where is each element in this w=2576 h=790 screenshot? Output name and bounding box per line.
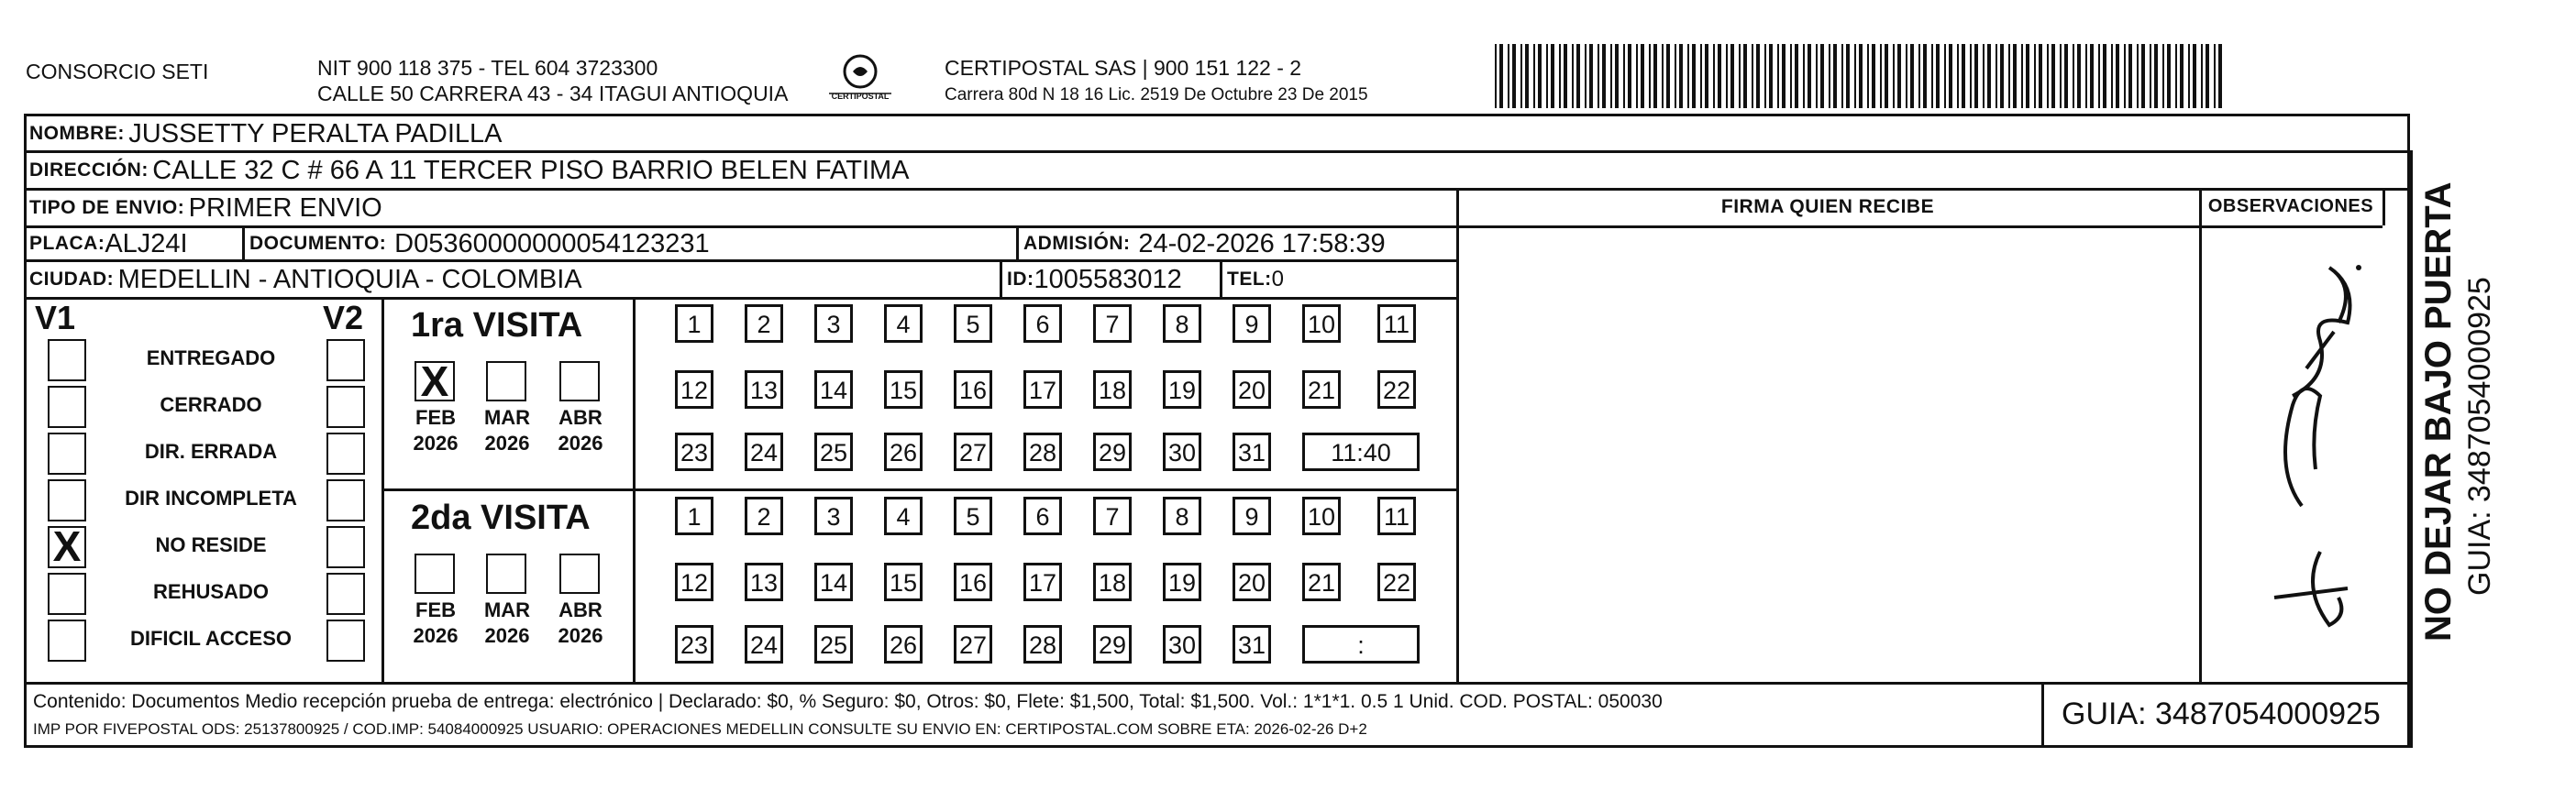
barcode-bar (1808, 44, 1811, 108)
barcode-bar (2111, 44, 2113, 108)
signature (2238, 240, 2375, 653)
day-box[interactable]: 10 (1302, 304, 1341, 343)
day-box[interactable]: 6 (1023, 497, 1062, 535)
rule-5 (24, 297, 1456, 300)
direccion-value: CALLE 32 C # 66 A 11 TERCER PISO BARRIO BELEN FATIMA (152, 155, 910, 185)
day-box[interactable]: 16 (954, 370, 992, 409)
day-box[interactable]: 29 (1093, 625, 1132, 664)
day-box[interactable]: 6 (1023, 304, 1062, 343)
month-year: 2026 (558, 432, 603, 455)
day-box[interactable]: 9 (1233, 497, 1271, 535)
barcode-bar (2000, 44, 2004, 108)
barcode-bar (1512, 44, 1516, 108)
barcode-bar (1923, 44, 1927, 108)
documento-row (249, 228, 710, 259)
v1-checkbox[interactable] (48, 433, 86, 475)
barcode-bar (1957, 44, 1959, 108)
day-box[interactable]: 5 (954, 304, 992, 343)
day-box[interactable]: 2 (745, 497, 783, 535)
v2-header: V2 (323, 299, 364, 336)
logo-text: CERTIPOSTAL (831, 92, 890, 101)
barcode-bar (2154, 44, 2158, 108)
barcode-bar (1918, 44, 1920, 108)
barcode-bar (2141, 44, 2145, 108)
barcode-bar (1739, 44, 1741, 108)
v2-checkbox[interactable] (326, 386, 365, 428)
barcode-bar (1576, 44, 1580, 108)
barcode-bar (1623, 44, 1625, 108)
barcode-bar (2013, 44, 2017, 108)
barcode-bar (1641, 44, 1644, 108)
documento-value: D05360000000054123231 (394, 228, 710, 258)
barcode-bar (1752, 44, 1753, 108)
barcode-bar (1833, 44, 1837, 108)
month-year: 2026 (413, 624, 459, 647)
barcode-bar (2201, 44, 2203, 108)
barcode-bar (2150, 44, 2151, 108)
barcode-bar (1949, 44, 1952, 108)
barcode-bar (1564, 44, 1567, 108)
barcode-bar (2214, 44, 2216, 108)
rule-obs-right (2383, 188, 2385, 225)
ciudad-label: CIUDAD: (29, 269, 115, 290)
id-label: ID: (1007, 269, 1034, 290)
barcode-bar (1572, 44, 1574, 108)
rule-admision (1016, 225, 1019, 259)
firma-header: FIRMA QUIEN RECIBE (1720, 196, 1935, 217)
status-label: NO RESIDE (155, 533, 267, 556)
barcode-bar (1525, 44, 1529, 108)
day-box[interactable]: 2 (745, 304, 783, 343)
month-checkbox[interactable] (559, 554, 600, 594)
barcode-bar (1508, 44, 1509, 108)
barcode-bar (1987, 44, 1991, 108)
barcode-bar (1846, 44, 1850, 108)
barcode-bar (2167, 44, 2171, 108)
month-name: ABR (558, 598, 603, 621)
day-box[interactable]: 5 (954, 497, 992, 535)
v2-checkbox[interactable] (326, 573, 365, 615)
barcode-bar (2193, 44, 2196, 108)
barcode-bar (1628, 44, 1631, 108)
id-row (1007, 263, 1182, 296)
footer-guia: GUIA: 3487054000925 (2062, 697, 2381, 731)
rule-guia (2041, 682, 2044, 748)
v1-checkbox[interactable] (48, 479, 86, 521)
day-box[interactable]: 1 (675, 497, 713, 535)
barcode-bar (1944, 44, 1946, 108)
nit-line: NIT 900 118 375 - TEL 604 3723300 (317, 56, 658, 80)
barcode-bar (2021, 44, 2023, 108)
day-box[interactable]: 19 (1163, 563, 1201, 601)
barcode-bar (1841, 44, 1843, 108)
barcode-bar (1803, 44, 1805, 108)
day-box[interactable]: 23 (675, 625, 713, 664)
company-name: CONSORCIO SETI (26, 60, 209, 83)
day-box[interactable]: 18 (1093, 370, 1132, 409)
day-box[interactable]: 30 (1163, 433, 1201, 471)
day-box[interactable]: 23 (675, 433, 713, 471)
nombre-value: JUSSETTY PERALTA PADILLA (128, 118, 503, 148)
barcode-bar (1713, 44, 1715, 108)
barcode-bar (2047, 44, 2049, 108)
month-year: 2026 (558, 624, 603, 647)
barcode-bar (1551, 44, 1554, 108)
barcode-bar (2090, 44, 2094, 108)
tel-label: TEL: (1227, 269, 1272, 290)
rule-1 (24, 150, 2410, 153)
barcode-bar (1495, 44, 1497, 108)
rule-visits (381, 488, 1456, 491)
month-name: MAR (483, 598, 531, 621)
barcode-bar (1897, 44, 1901, 108)
admision-value: 24-02-2026 17:58:39 (1138, 228, 1386, 258)
day-box[interactable]: 4 (884, 497, 923, 535)
day-box[interactable]: 27 (954, 433, 992, 471)
barcode-bar (1730, 44, 1734, 108)
barcode-bar (1859, 44, 1863, 108)
barcode-bar (1705, 44, 1708, 108)
day-box[interactable]: 7 (1093, 304, 1132, 343)
barcode-bar (2137, 44, 2139, 108)
day-box[interactable]: 18 (1093, 563, 1132, 601)
barcode-bar (1996, 44, 1997, 108)
status-label: DIR. ERRADA (144, 440, 278, 463)
barcode-bar (2077, 44, 2081, 108)
day-box[interactable]: 31 (1233, 625, 1271, 664)
certipostal-line: CERTIPOSTAL SAS | 900 151 122 - 2 (945, 56, 1302, 80)
rule-footer (24, 682, 2410, 685)
day-box[interactable]: 20 (1233, 370, 1271, 409)
rule-obs (2199, 188, 2202, 682)
barcode-bar (1546, 44, 1548, 108)
day-box[interactable]: 27 (954, 625, 992, 664)
day-box[interactable]: 17 (1023, 370, 1062, 409)
barcode-bar (2098, 44, 2100, 108)
footer-contenido: Contenido: Documentos Medio recepción prueba de entrega: electrónico | Declarado: $0, % Seguro: $0, Otros: $0, Flete: $1,500, Total: $1,500. Vol.: 1*1*1. 0.5 1 Unid. COD. POSTAL: 050030 (33, 691, 1663, 712)
month-checkbox[interactable] (486, 554, 526, 594)
v1-checkbox[interactable] (48, 339, 86, 381)
barcode-bar (1931, 44, 1933, 108)
barcode-bar (1769, 44, 1773, 108)
v2-checkbox[interactable] (326, 433, 365, 475)
barcode-bar (2116, 44, 2119, 108)
barcode-bar (2206, 44, 2209, 108)
day-box[interactable]: 12 (675, 370, 713, 409)
v2-checkbox[interactable] (326, 479, 365, 521)
barcode-bar (1872, 44, 1875, 108)
barcode-bar (1692, 44, 1696, 108)
barcode-bar (2188, 44, 2190, 108)
barcode-bar (1936, 44, 1940, 108)
v1-header: V1 (35, 299, 76, 336)
first-visit-title: 1ra VISITA (411, 306, 583, 345)
tel-row (1227, 263, 1284, 296)
month-checkbox[interactable] (559, 361, 600, 401)
time-box[interactable]: 11:40 (1302, 433, 1420, 471)
direccion-row (29, 154, 910, 187)
day-box[interactable]: 26 (884, 433, 923, 471)
month-checkbox[interactable] (415, 554, 455, 594)
barcode-bar (1885, 44, 1888, 108)
barcode-bar (2039, 44, 2042, 108)
day-box[interactable]: 31 (1233, 433, 1271, 471)
month-name: FEB (415, 598, 456, 621)
status-label: DIR INCOMPLETA (125, 487, 297, 510)
day-box[interactable]: 4 (884, 304, 923, 343)
day-box[interactable]: 22 (1377, 563, 1416, 601)
address-line: CALLE 50 CARRERA 43 - 34 ITAGUI ANTIOQUIA (317, 82, 789, 105)
day-box[interactable]: 17 (1023, 563, 1062, 601)
barcode-bar (1854, 44, 1856, 108)
barcode-bar (1679, 44, 1683, 108)
day-box[interactable]: 8 (1163, 497, 1201, 535)
barcode-bar (2175, 44, 2177, 108)
barcode-bar (1867, 44, 1869, 108)
placa-value: ALJ24I (105, 228, 188, 258)
ciudad-value: MEDELLIN - ANTIOQUIA - COLOMBIA (117, 264, 582, 294)
rule-tel (1220, 259, 1222, 297)
barcode-bar (1666, 44, 1670, 108)
day-box[interactable]: 24 (745, 433, 783, 471)
barcode-bar (2128, 44, 2132, 108)
barcode-bar (1653, 44, 1657, 108)
day-box[interactable]: 26 (884, 625, 923, 664)
barcode-bar (1829, 44, 1830, 108)
placa-label: PLACA: (29, 233, 105, 254)
ciudad-row (29, 263, 582, 296)
month-checkbox[interactable]: X (415, 361, 455, 401)
barcode-bar (1598, 44, 1599, 108)
v2-checkbox[interactable] (326, 620, 365, 662)
barcode (1495, 44, 2228, 108)
day-box[interactable]: 3 (814, 304, 853, 343)
barcode-bar (1602, 44, 1606, 108)
barcode-bar (2218, 44, 2222, 108)
documento-label: DOCUMENTO: (249, 233, 387, 254)
month-name: FEB (415, 406, 456, 429)
barcode-bar (1756, 44, 1760, 108)
rule-placa (242, 225, 245, 259)
day-box[interactable]: 11 (1377, 304, 1416, 343)
placa-row (29, 228, 188, 259)
license-line: Carrera 80d N 18 16 Lic. 2519 De Octubre 23 De 2015 (945, 85, 1368, 104)
barcode-bar (1649, 44, 1651, 108)
time-box[interactable]: : (1302, 625, 1420, 664)
side-guia-text: GUIA: 3487054000925 (2462, 277, 2497, 596)
v1-checkbox[interactable] (48, 573, 86, 615)
day-box[interactable]: 21 (1302, 370, 1341, 409)
day-box[interactable]: 16 (954, 563, 992, 601)
v1-checkbox[interactable] (48, 386, 86, 428)
barcode-bar (1589, 44, 1593, 108)
barcode-bar (2034, 44, 2036, 108)
barcode-bar (1820, 44, 1824, 108)
tipo-row (29, 192, 382, 225)
barcode-bar (1499, 44, 1503, 108)
admision-row (1023, 228, 1386, 259)
v2-checkbox[interactable] (326, 339, 365, 381)
barcode-bar (1790, 44, 1792, 108)
barcode-bar (2162, 44, 2164, 108)
day-box[interactable]: 29 (1093, 433, 1132, 471)
barcode-bar (2026, 44, 2029, 108)
tipo-value: PRIMER ENVIO (188, 192, 382, 223)
direccion-label: DIRECCIÓN: (29, 159, 149, 181)
barcode-bar (1962, 44, 1965, 108)
day-box[interactable]: 3 (814, 497, 853, 535)
day-box[interactable]: 30 (1163, 625, 1201, 664)
day-box[interactable]: 19 (1163, 370, 1201, 409)
status-label: DIFICIL ACCESO (129, 627, 292, 650)
footer-imp: IMP POR FIVEPOSTAL ODS: 25137800925 / COD.IMP: 54084000925 USUARIO: OPERACIONES MEDELLIN CONSULTE SU ENVIO EN: CERTIPOSTAL.COM SOBRE ETA: 2026-02-26 D+2 (33, 720, 1367, 738)
rule-firma (1456, 188, 1459, 682)
month-year: 2026 (413, 432, 459, 455)
barcode-bar (1615, 44, 1619, 108)
tipo-label: TIPO DE ENVIO: (29, 197, 185, 218)
barcode-bar (1764, 44, 1766, 108)
day-box[interactable]: 20 (1233, 563, 1271, 601)
barcode-bar (1970, 44, 1972, 108)
day-box[interactable]: 15 (884, 563, 923, 601)
barcode-bar (1585, 44, 1587, 108)
barcode-bar (1700, 44, 1702, 108)
barcode-bar (2064, 44, 2068, 108)
day-box[interactable]: 13 (745, 370, 783, 409)
barcode-bar (1687, 44, 1689, 108)
day-box[interactable]: 22 (1377, 370, 1416, 409)
barcode-bar (1795, 44, 1798, 108)
barcode-bar (1610, 44, 1612, 108)
barcode-bar (1880, 44, 1882, 108)
barcode-bar (1974, 44, 1978, 108)
tel-value: 0 (1271, 267, 1285, 291)
day-box[interactable]: 7 (1093, 497, 1132, 535)
barcode-bar (2008, 44, 2010, 108)
barcode-bar (1983, 44, 1985, 108)
barcode-bar (2051, 44, 2055, 108)
rule-2 (24, 188, 2410, 191)
day-box[interactable]: 25 (814, 625, 853, 664)
id-value: 1005583012 (1034, 264, 1182, 294)
barcode-bar (1559, 44, 1561, 108)
barcode-bar (2124, 44, 2126, 108)
barcode-bar (1520, 44, 1522, 108)
admision-label: ADMISIÓN: (1023, 233, 1131, 254)
day-box[interactable]: 12 (675, 563, 713, 601)
day-box[interactable]: 25 (814, 433, 853, 471)
barcode-bar (2073, 44, 2074, 108)
rule-months (633, 297, 636, 682)
barcode-bar (1782, 44, 1786, 108)
day-box[interactable]: 8 (1163, 304, 1201, 343)
observaciones-header: OBSERVACIONES (2207, 196, 2374, 216)
rule-status (381, 297, 384, 682)
month-name: MAR (483, 406, 531, 429)
certipostal-logo (825, 51, 895, 106)
no-dejar-text: NO DEJAR BAJO PUERTA (2418, 181, 2459, 642)
barcode-bar (1636, 44, 1638, 108)
day-box[interactable]: 13 (745, 563, 783, 601)
barcode-bar (1533, 44, 1535, 108)
status-label: CERRADO (160, 393, 262, 416)
barcode-bar (2180, 44, 2184, 108)
status-label: ENTREGADO (146, 346, 276, 369)
status-label: REHUSADO (153, 580, 269, 603)
month-year: 2026 (484, 624, 530, 647)
barcode-bar (1662, 44, 1664, 108)
day-box[interactable]: 28 (1023, 433, 1062, 471)
barcode-bar (2085, 44, 2087, 108)
barcode-bar (2103, 44, 2106, 108)
barcode-bar (1675, 44, 1676, 108)
barcode-bar (1538, 44, 1542, 108)
day-box[interactable]: 24 (745, 625, 783, 664)
rule-id (1000, 259, 1002, 297)
month-name: ABR (558, 406, 603, 429)
v2-checkbox[interactable] (326, 526, 365, 568)
barcode-bar (1910, 44, 1914, 108)
barcode-bar (1743, 44, 1747, 108)
barcode-bar (1777, 44, 1779, 108)
rule-right (2410, 150, 2413, 748)
barcode-bar (1718, 44, 1721, 108)
barcode-bar (1893, 44, 1895, 108)
day-box[interactable]: 10 (1302, 497, 1341, 535)
barcode-bar (1726, 44, 1728, 108)
day-box[interactable]: 15 (884, 370, 923, 409)
day-box[interactable]: 11 (1377, 497, 1416, 535)
day-box[interactable]: 9 (1233, 304, 1271, 343)
v1-checkbox[interactable]: X (48, 526, 86, 568)
second-visit-title: 2da VISITA (411, 499, 591, 537)
barcode-bar (1906, 44, 1907, 108)
barcode-bar (2060, 44, 2062, 108)
rule-4 (24, 259, 1456, 262)
month-checkbox[interactable] (486, 361, 526, 401)
nombre-row (29, 117, 503, 150)
day-box[interactable]: 14 (814, 370, 853, 409)
day-box[interactable]: 21 (1302, 563, 1341, 601)
v1-checkbox[interactable] (48, 620, 86, 662)
day-box[interactable]: 28 (1023, 625, 1062, 664)
day-box[interactable]: 1 (675, 304, 713, 343)
nombre-label: NOMBRE: (29, 123, 125, 144)
barcode-bar (1816, 44, 1818, 108)
day-box[interactable]: 14 (814, 563, 853, 601)
month-year: 2026 (484, 432, 530, 455)
